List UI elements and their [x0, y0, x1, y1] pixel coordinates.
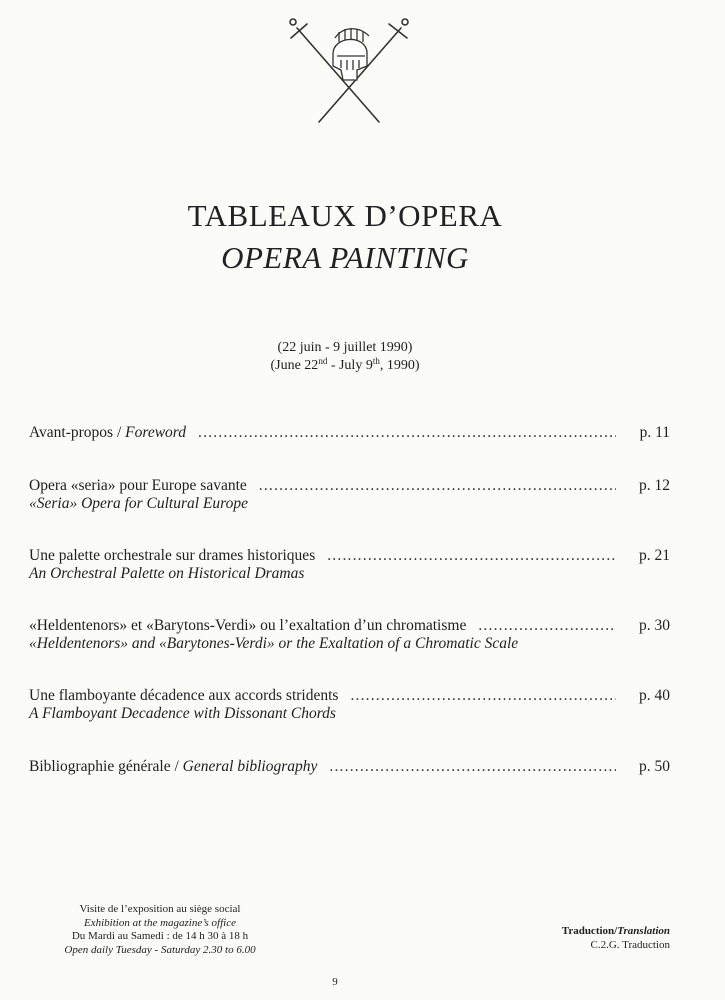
toc-entry-decadence — [29, 687, 670, 723]
toc-page-number: p. 21 — [639, 547, 670, 564]
visit-english: Exhibition at the magazine’s office — [84, 916, 236, 929]
toc-entry-english: A Flamboyant Decadence with Dissonant Chords — [29, 705, 336, 722]
toc-entry-french: Avant-propos / — [29, 424, 126, 441]
leader-dots — [350, 687, 616, 705]
toc-entry-bibliography — [29, 758, 670, 776]
dates-english — [0, 357, 690, 375]
toc-entry-english-inline: Foreword — [125, 424, 187, 441]
toc-entry-seria — [29, 477, 670, 513]
toc-entry-french: «Heldentenors» et «Barytons-Verdi» ou l’exaltation d’un chromatisme — [29, 617, 467, 634]
crossed-swords-helmet-icon — [283, 12, 413, 132]
translation-label — [500, 925, 670, 939]
leader-dots — [259, 477, 616, 495]
visit-french: Visite de l’exposition au siège social — [79, 903, 241, 915]
dates-english-superscript: th — [372, 356, 380, 366]
leader-dots — [327, 547, 616, 565]
dates-french: (22 juin - 9 juillet 1990) — [277, 340, 413, 355]
translator-name: C.2.G. Traduction — [590, 938, 670, 951]
toc-entry-title — [29, 758, 317, 776]
page-number: 9 — [332, 976, 338, 988]
toc-entry-english: «Heldentenors» and «Barytones-Verdi» or the Exaltation of a Chromatic Scale — [29, 635, 519, 652]
dates-english-part: , 1990) — [379, 358, 420, 373]
translation-label-english: Translation — [617, 925, 670, 937]
translation-label-french: Traduction/ — [561, 925, 618, 937]
exhibition-dates — [0, 339, 690, 375]
toc-entry-english: An Orchestral Palette on Historical Dramas — [29, 565, 305, 582]
toc-entry-french: Une palette orchestrale sur drames historiques — [29, 547, 316, 564]
toc-entry-palette — [29, 547, 670, 583]
toc-entry-english-inline: General bibliography — [182, 758, 318, 775]
leader-dots — [198, 424, 616, 442]
hours-english: Open daily Tuesday - Saturday 2.30 to 6.00 — [64, 943, 256, 956]
toc-entry-french: Une flamboyante décadence aux accords stridents — [29, 687, 339, 704]
toc-entry-foreword — [29, 424, 670, 442]
dates-english-superscript: nd — [318, 356, 328, 366]
title-french: TABLEAUX D’OPERA — [187, 198, 503, 233]
translation-credit — [500, 925, 670, 952]
toc-entry-title — [29, 424, 186, 442]
toc-page-number: p. 30 — [639, 617, 670, 634]
dates-english-part: (June 22 — [270, 358, 319, 373]
toc-page-number: p. 50 — [639, 758, 670, 775]
toc-entry-english: «Seria» Opera for Cultural Europe — [29, 495, 249, 512]
toc-page-number: p. 40 — [639, 687, 670, 704]
toc-entry-french: Opera «seria» pour Europe savante — [29, 477, 247, 494]
leader-dots — [329, 758, 616, 776]
hours-french: Du Mardi au Samedi : de 14 h 30 à 18 h — [71, 930, 249, 942]
toc-page-number: p. 12 — [639, 477, 670, 494]
dates-english-part: - July 9 — [327, 358, 373, 373]
toc-page-number: p. 11 — [639, 424, 670, 441]
exhibition-info — [40, 903, 280, 957]
toc-entry-french: Bibliographie générale / — [29, 758, 183, 775]
leader-dots — [478, 617, 616, 635]
title-english: OPERA PAINTING — [221, 240, 469, 275]
toc-entry-heldentenors — [29, 617, 670, 653]
